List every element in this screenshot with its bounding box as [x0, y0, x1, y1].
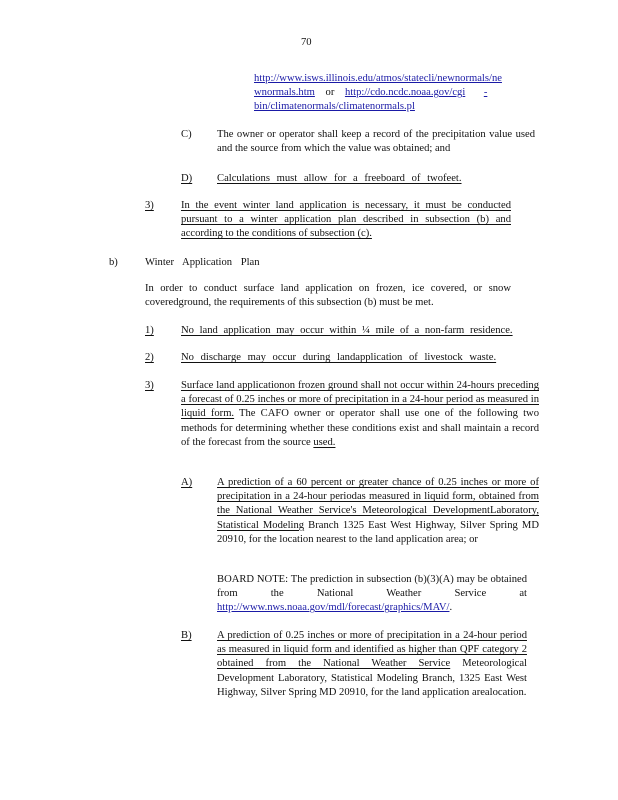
item-b3a-text-plain: Branch 1325 East West Highway, Silver Spring MD 20910, for the location nearest to the land application area; or — [217, 519, 539, 545]
item-b2-label: 2) — [145, 352, 154, 363]
link-ncdc-hyphen[interactable]: - — [483, 87, 488, 99]
item-b3a-text-underlined: A prediction of a 60 percent or greater chance of 0.25 inches or more of precipitation in a 24-hour periodas measured in liquid form, obtained from the National Weather Service's Meteorological DevelopmentLaboratory, Statistical Modeling — [217, 477, 539, 531]
section-b-heading: Winter Application Plan — [145, 257, 260, 268]
section-b-intro: In order to conduct surface land application on frozen, ice covered, or snow coveredground, the requirements of this subsection (b) must be met. — [145, 283, 511, 309]
item-b3b-text-underlined: A prediction of 0.25 inches or more of precipitation in a 24-hour period as measured in liquid form and identified as higher than QPF category 2 obtained from the National Weather Service — [217, 630, 527, 670]
board-note-text: BOARD NOTE: The prediction in subsection (b)(3)(A) may be obtained from the National Weather Service at — [217, 574, 527, 600]
board-note-link[interactable]: http://www.nws.noaa.gov/mdl/forecast/graphics/MAV/ — [217, 602, 450, 614]
link-ncdc-line2[interactable]: bin/climatenormals/climatenormals.pl — [254, 101, 415, 113]
item-c-label: C) — [181, 129, 192, 140]
item-b3b-text-plain: Meteorological Development Laboratory, Statistical Modeling Branch, 1325 East West Highway, Silver Spring MD 20910, for the land application arealocation. — [217, 658, 527, 698]
link-isws-line1[interactable]: http://www.isws.illinois.edu/atmos/statecli/newnormals/ne — [254, 73, 502, 84]
item-b3-label: 3) — [145, 380, 154, 391]
item-b1-label: 1) — [145, 325, 154, 336]
link-ncdc-line1[interactable]: http://cdo.ncdc.noaa.gov/cgi — [344, 87, 466, 99]
item-b3-body — [181, 379, 539, 450]
item-c-text: The owner or operator shall keep a record of the precipitation value used and the source from which the value was obtained; and — [217, 129, 535, 155]
or-text: or — [325, 87, 335, 99]
item-b3a-body — [217, 476, 539, 547]
board-note — [217, 573, 527, 616]
board-note-end: . — [449, 602, 453, 614]
item-b3-text-underlined: Surface land applicationon frozen ground shall not occur within 24-hours preceding a forecast of 0.25 inches or more of precipitation in a 24-hour period as measured in liquid form. — [181, 380, 539, 420]
section-b-label: b) — [109, 257, 118, 268]
item-b3-text-tail: used. — [313, 436, 336, 448]
item-d-label: D) — [181, 173, 193, 184]
item-b3-text-plain: The CAFO owner or operator shall use one of the following two methods for determining whether these conditions exist and shall maintain a record of the forecast from the source — [181, 408, 539, 448]
page-number: 70 — [301, 37, 312, 48]
item-b3b-label: B) — [181, 630, 192, 641]
item-3-top-label: 3) — [145, 200, 154, 211]
item-b3a-label: A) — [181, 477, 193, 488]
item-b3b-body — [217, 629, 527, 700]
item-d-text: Calculations must allow for a freeboard of twofeet. — [217, 173, 462, 184]
link-isws-line2[interactable]: wnormals.htm — [254, 87, 315, 99]
item-b2-text: No discharge may occur during landapplication of livestock waste. — [181, 352, 497, 363]
item-b1-text: No land application may occur within ¼ mile of a non-farm residence. — [181, 325, 513, 336]
item-3-top-text: In the event winter land application is necessary, it must be conducted pursuant to a winter application plan described in subsection (b) and according to the conditions of subsection (c). — [181, 200, 511, 240]
source-links — [254, 72, 544, 115]
